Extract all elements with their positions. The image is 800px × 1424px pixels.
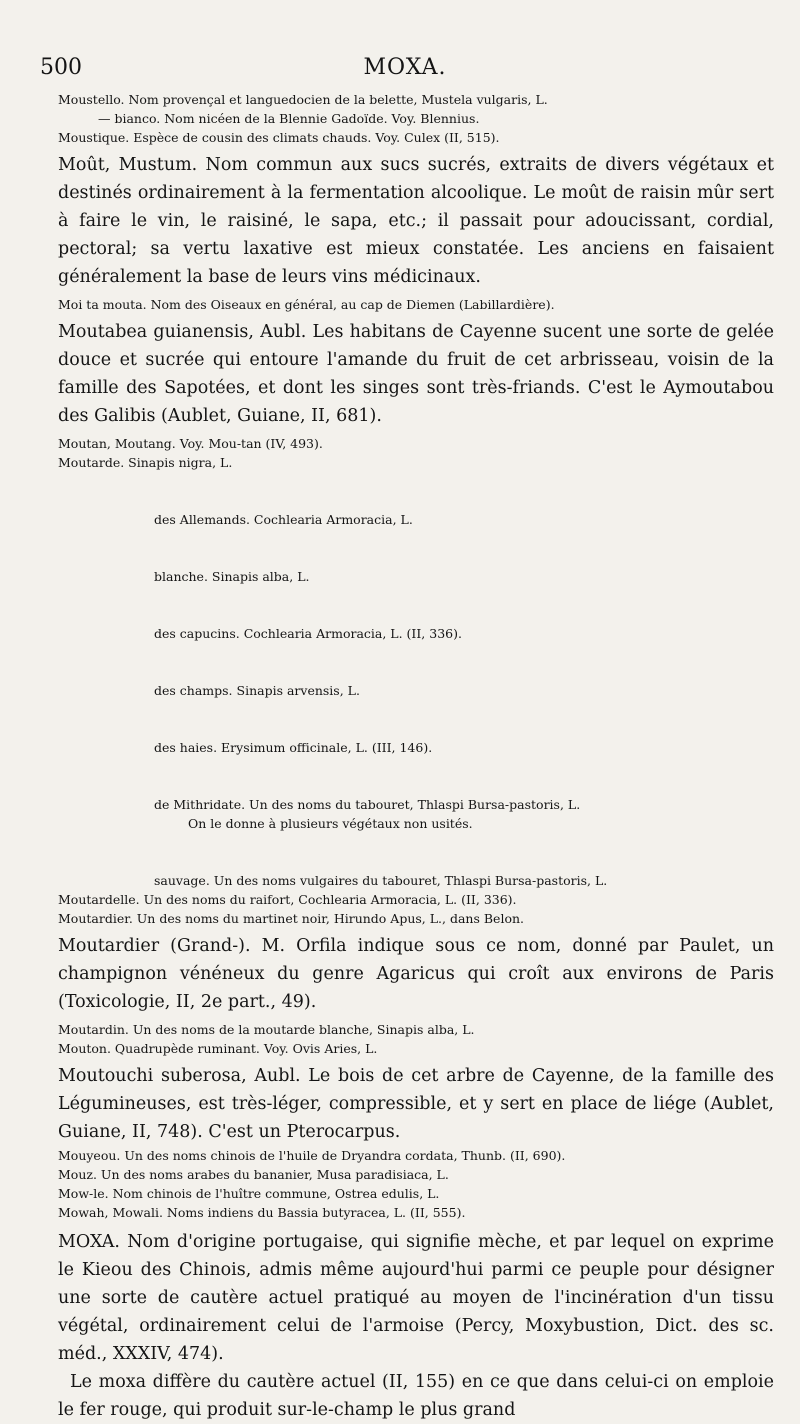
page-body	[58, 90, 774, 1424]
dash	[0, 852, 22, 871]
dash	[0, 491, 22, 510]
dash	[0, 605, 22, 624]
entry-mouyeou: Mouyeou. Un des noms chinois de l'huile de Dryandra cordata, Thunb. (II, 690).	[58, 1148, 566, 1163]
entry-moutan: Moutan, Moutang. Voy. Mou-tan (IV, 493).	[58, 436, 323, 451]
entry-mithridate-continuation: On le donne à plusieurs végétaux non usités.	[188, 816, 473, 831]
entry-moxa: MOXA. Nom d'origine portugaise, qui signifie mèche, et par lequel on exprime le Kieou des Chinois, admis même aujourd'hui parmi ce peuple pour désigner une sorte de cautère actuel pratiqué au moyen de l'incinération d'un tissu végétal, ordinairement celui de l'armoise (Percy, Moxybustion, Dict. des sc. méd., XXXIV, 474).	[58, 1232, 774, 1364]
page-number: 500	[40, 55, 82, 80]
entry-mouta-mouta: Moi ta mouta. Nom des Oiseaux en général, au cap de Diemen (Labillardière).	[58, 297, 555, 312]
entry-mouton: Mouton. Quadrupède ruminant. Voy. Ovis Aries, L.	[58, 1041, 378, 1056]
entry-moustique: Moustique. Espèce de cousin des climats chauds. Voy. Culex (II, 515).	[58, 130, 500, 145]
entry-moutarde-sub	[58, 700, 774, 757]
running-head: MOXA.	[363, 55, 447, 80]
entry-moutarde-sub	[58, 586, 774, 643]
entry-moutarde-sauvage	[58, 833, 774, 890]
entry-mouz: Mouz. Un des noms arabes du bananier, Musa paradisiaca, L.	[58, 1167, 449, 1182]
entry-moutarde-sub	[58, 643, 774, 700]
entry-moxa-continued: Le moxa diffère du cautère actuel (II, 155) en ce que dans celui-ci on emploie le fer rouge, qui produit sur-le-champ le plus grand	[58, 1372, 774, 1420]
entry-moustello: Moustello. Nom provençal et languedocien de la belette, Mustela vulgaris, L.	[58, 92, 548, 107]
dash	[0, 662, 22, 681]
entry-moutarde-sub	[58, 757, 774, 814]
dash	[0, 776, 22, 795]
sub-text: des haies. Erysimum officinale, L. (III, 146).	[154, 740, 433, 755]
sub-text: des champs. Sinapis arvensis, L.	[154, 683, 360, 698]
page-header	[40, 55, 770, 85]
sub-text: de Mithridate. Un des noms du tabouret, Thlaspi Bursa-pastoris, L.	[154, 797, 581, 812]
entry-moutardin: Moutardin. Un des noms de la moutarde blanche, Sinapis alba, L.	[58, 1022, 475, 1037]
entry-moutardier: Moutardier. Un des noms du martinet noir, Hirundo Apus, L., dans Belon.	[58, 911, 524, 926]
entry-moutardier-grand: Moutardier (Grand-). M. Orfila indique sous ce nom, donné par Paulet, un champignon vénéneux du genre Agaricus qui croît aux environs de Paris (Toxicologie, II, 2e part., 49).	[58, 936, 774, 1012]
entry-mout: Moût, Mustum. Nom commun aux sucs sucrés, extraits de divers végétaux et destinés ordinairement à la fermentation alcoolique. Le moût de raisin mûr sert à faire le vin, le raisiné, le sapa, etc.; il passait pour adoucissant, cordial, pectoral; sa vertu laxative est mieux constatée. Les anciens en faisaient généralement la base de leurs vins médicinaux.	[58, 155, 774, 287]
entry-moutarde-sub	[58, 529, 774, 586]
sub-text: des capucins. Cochlearia Armoracia, L. (II, 336).	[154, 626, 462, 641]
dash	[0, 548, 22, 567]
entry-moutardelle: Moutardelle. Un des noms du raifort, Cochlearia Armoracia, L. (II, 336).	[58, 892, 517, 907]
entry-mowah: Mowah, Mowali. Noms indiens du Bassia butyracea, L. (II, 555).	[58, 1205, 466, 1220]
entry-moutabea: Moutabea guianensis, Aubl. Les habitans de Cayenne sucent une sorte de gelée douce et sucrée qui entoure l'amande du fruit de cet arbrisseau, voisin de la famille des Sapotées, et dont les singes sont très-friands. C'est le Aymoutabou des Galibis (Aublet, Guiane, II, 681).	[58, 322, 774, 426]
entry-moutarde: Moutarde. Sinapis nigra, L.	[58, 455, 233, 470]
sub-text: blanche. Sinapis alba, L.	[154, 569, 310, 584]
sub-text: des Allemands. Cochlearia Armoracia, L.	[154, 512, 413, 527]
entry-mow-le: Mow-le. Nom chinois de l'huître commune, Ostrea edulis, L.	[58, 1186, 440, 1201]
dash	[0, 719, 22, 738]
entry-moustello-bianco: — bianco. Nom nicéen de la Blennie Gadoïde. Voy. Blennius.	[98, 111, 480, 126]
entry-moutarde-sub	[58, 472, 774, 529]
entry-moutouchi: Moutouchi suberosa, Aubl. Le bois de cet arbre de Cayenne, de la famille des Légumineuses, est très-léger, compressible, et y sert en place de liége (Aublet, Guiane, II, 748). C'est un Pterocarpus.	[58, 1066, 774, 1142]
sub-text: sauvage. Un des noms vulgaires du tabouret, Thlaspi Bursa-pastoris, L.	[154, 873, 608, 888]
